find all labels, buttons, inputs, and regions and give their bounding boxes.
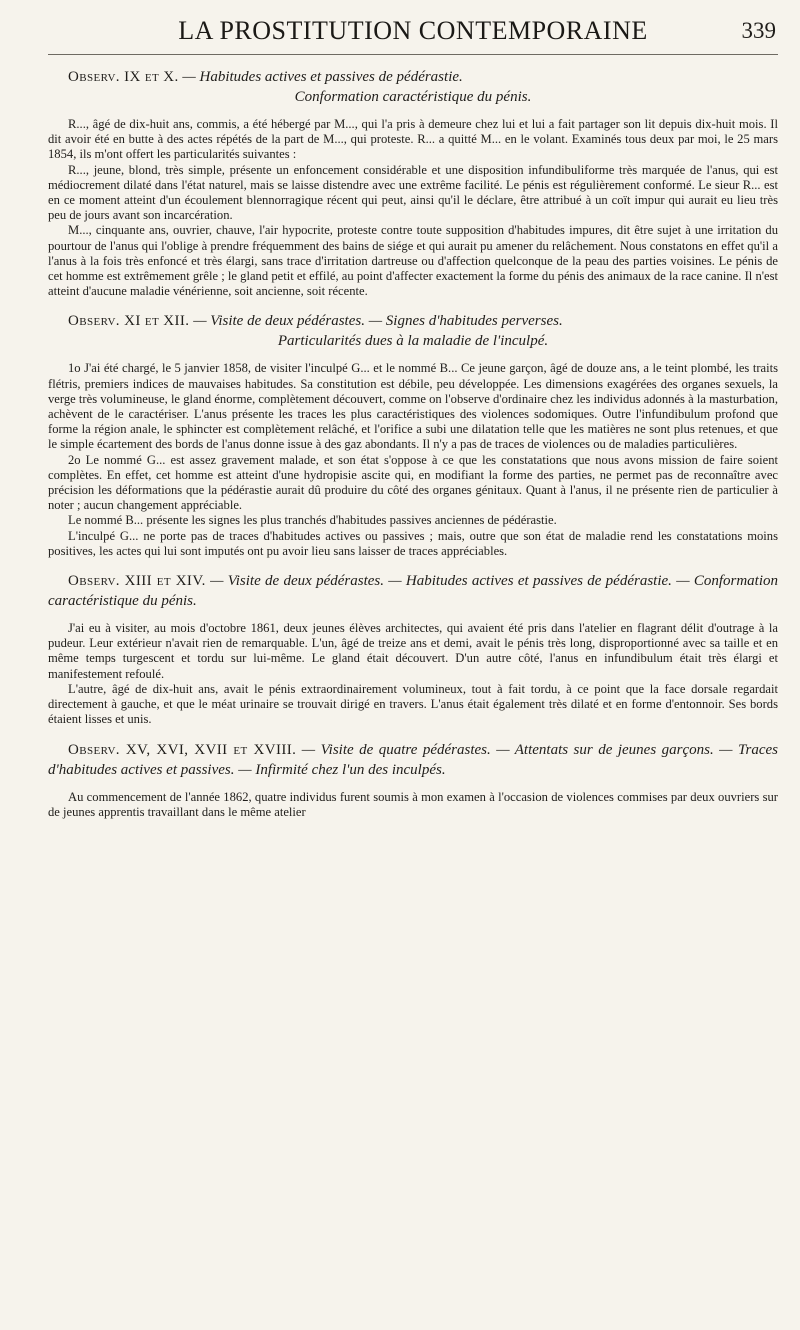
paragraph: Le nommé B... présente les signes les plus tranchés d'habitudes passives anciennes de pédérastie.	[68, 513, 557, 528]
observation-subtitle: Conformation caractéristique du pénis.	[294, 89, 532, 105]
observation-heading	[48, 67, 778, 107]
observation-11-12	[48, 311, 778, 559]
observation-heading	[48, 311, 778, 351]
observation-title: — Visite de deux pédérastes. — Signes d'habitudes perverses.	[193, 313, 563, 330]
paragraph: R..., âgé de dix-huit ans, commis, a été hébergé par M..., qui l'a pris à demeure chez lui et lui a fait partager son lit depuis dix-huit mois. Il dit avoir été en butte à des actes répétés de la part de M..., qui proteste. R... a quitté M... en le volant. Examinés tous deux par moi, le 25 mars 1854, ils m'ont offert les particularités suivantes :	[48, 117, 778, 162]
observation-number: Observ. XIII et XIV.	[68, 573, 206, 590]
observation-body	[48, 790, 778, 820]
paragraph: Au commencement de l'année 1862, quatre individus furent soumis à mon examen à l'occasion de violences commises par deux ouvriers sur de jeunes apprentis travaillant dans le même atelier	[48, 789, 778, 819]
observation-subtitle: Particularités dues à la maladie de l'inculpé.	[277, 333, 549, 350]
running-head	[48, 14, 778, 55]
observation-number: Observ. IX et X.	[68, 69, 179, 85]
paragraph: M..., cinquante ans, ouvrier, chauve, l'air hypocrite, proteste contre toute supposition d'habitudes impures, dit être sujet à une irritation du pourtour de l'anus qui l'oblige à prendre fréquemment des bains de siége et qui aurait pu amener du relâchement. Nous constatons en effet qu'il a l'anus à la fois très enfoncé et très élargi, sans trace d'irritation dartreuse ou d'affection quelconque de la peau des parties voisines. Le pénis de cet homme est extrêmement grêle ; le gland petit et effilé, au point d'affecter exactement la forme du pénis des animaux de la race canine. Il n'est atteint d'aucune maladie vénérienne, soit ancienne, soit récente.	[48, 223, 778, 299]
paragraph: 1o J'ai été chargé, le 5 janvier 1858, de visiter l'inculpé G... et le nommé B... Ce jeune garçon, âgé de douze ans, a le teint plombé, les traits flétris, premiers indices de mauvaises habitudes. Sa constitution est débile, peu développée. Les dimensions exagérées des organes sexuels, la verge très volumineuse, le gland énorme, complètement découvert, comme on l'observe d'ordinaire chez les individus adonnés à la masturbation, achèvent de le caractériser. L'anus présente les traces les plus caractéristiques des violences sodomiques. Outre l'infundibulum profond que forme la région anale, le sphincter est complètement relâché, et l'orifice a subi une dilatation telle que les matières ne sont plus retenues, et que le simple écartement des bords de l'anus donne issue à des gaz abondants. Il n'y a pas de traces de violences ou de maladies particulières.	[48, 361, 778, 452]
observation-number: Observ. XI et XII.	[68, 313, 190, 330]
page-number: 339	[741, 18, 776, 43]
observation-number: Observ. XV, XVI, XVII et XVIII.	[68, 741, 297, 758]
observation-9-10	[48, 67, 778, 299]
observation-title: — Habitudes actives et passives de pédérastie.	[182, 69, 463, 85]
observation-body	[48, 117, 778, 299]
observation-title: — Visite de deux pédérastes. — Habitudes actives et passives de pédérastie. — Conformation caractéristique du pénis.	[48, 573, 779, 610]
paragraph: L'autre, âgé de dix-huit ans, avait le pénis extraordinairement volumineux, tout à fait tordu, à ce point que la face dorsale regardait directement à gauche, et que le méat urinaire se trouvait dirigé en travers. L'anus était également très dilaté et en forme d'entonnoir. Ses bords étaient lisses et unis.	[48, 681, 778, 727]
paragraph: 2o Le nommé G... est assez gravement malade, et son état s'oppose à ce que les constatations que nous avons mission de faire soient complètes. En effet, cet homme est atteint d'une hydropisie ascite qui, en modifiant la forme des parties, ne permet pas de reconnaître avec précision les déformations que la pédérastie aurait dû produire du côté des organes génitaux. Quant à l'anus, il ne présente rien de particulier à noter ; aucun changement appréciable.	[48, 452, 778, 513]
observation-13-14	[48, 571, 778, 727]
observation-heading	[48, 740, 778, 780]
observation-body	[48, 361, 778, 559]
paragraph: R..., jeune, blond, très simple, présente un enfoncement considérable et une disposition infundibuliforme très marquée de l'anus, qui est médiocrement dilaté dans l'état naturel, mais se laisse distendre avec une extrême facilité. Le pénis est régulièrement conformé. Le sieur R... est en ce moment atteint d'un écoulement blennorragique récent qui peut, ainsi qu'il le déclare, être attribué à un coït impur qui aurait eu lieu très peu de jours avant son incarcération.	[48, 162, 778, 223]
paragraph: L'inculpé G... ne porte pas de traces d'habitudes actives ou passives ; mais, outre que son état de maladie rend les constatations moins positives, les actes qui lui sont imputés ont pu avoir lieu sans laisser de traces appréciables.	[48, 528, 778, 558]
observation-body	[48, 621, 778, 727]
observation-15-18	[48, 740, 778, 820]
paragraph: J'ai eu à visiter, au mois d'octobre 1861, deux jeunes élèves architectes, qui avaient été pris dans l'atelier en flagrant délit d'outrage à la pudeur. Leur extérieur n'avait rien de remarquable. L'un, âgé de treize ans et demi, avait le pénis très long, disproportionné avec sa taille et en même temps turgescent et tordu sur lui-même. Le gland était découvert. D'un autre côté, l'anus en infundibulum était très élargi et manifestement refoulé.	[48, 621, 778, 681]
running-title: LA PROSTITUTION CONTEMPORAINE	[178, 16, 648, 45]
observation-heading	[48, 571, 778, 611]
observation-title: — Visite de quatre pédérastes. — Attentats sur de jeunes garçons. — Traces d'habitudes actives et passives. — Infirmité chez l'un des inculpés.	[48, 741, 778, 778]
